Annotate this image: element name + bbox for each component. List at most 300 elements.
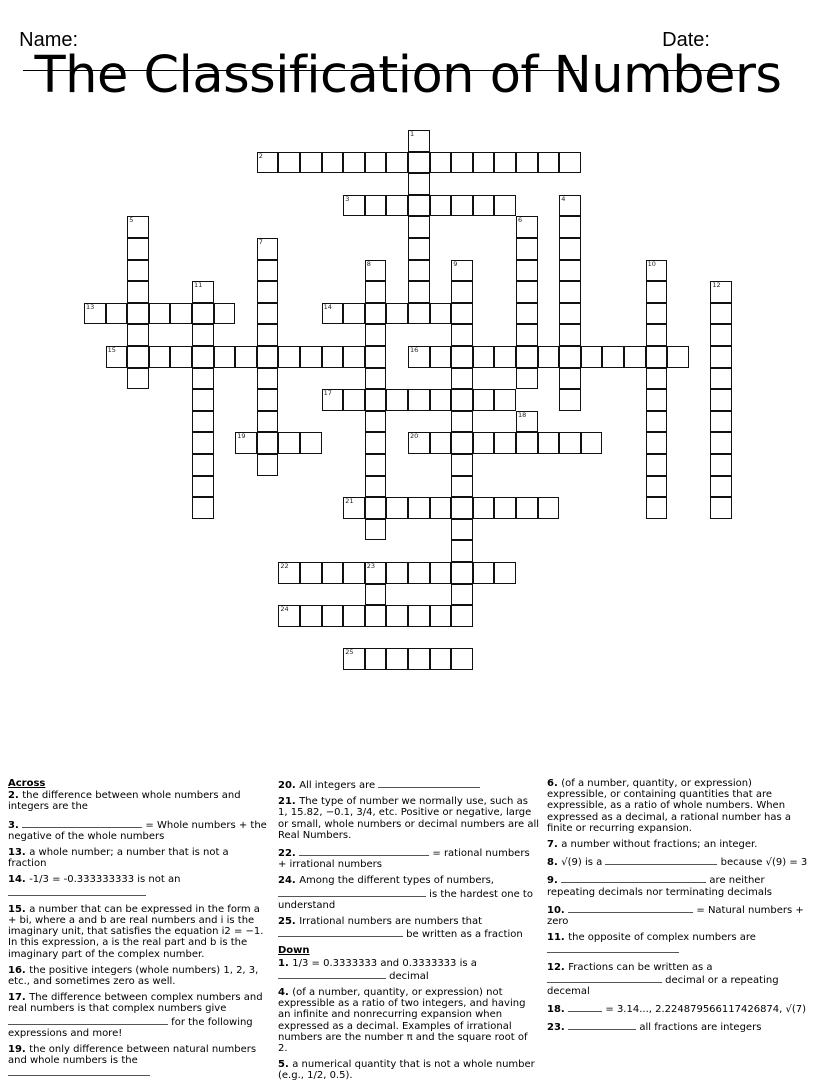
grid-cell[interactable] [257,281,279,303]
clue-number: 21 [345,497,354,506]
grid-cell[interactable] [278,346,300,368]
across-clue-list-continued [278,778,540,940]
grid-cell[interactable] [192,368,214,390]
grid-cell[interactable] [516,260,538,282]
grid-cell[interactable] [430,562,452,584]
grid-cell[interactable] [365,497,387,519]
grid-cell[interactable] [408,260,430,282]
answer-blank [547,943,679,953]
clue-num: 17. [8,992,30,1004]
grid-cell[interactable] [192,346,214,368]
grid-cell[interactable] [451,260,473,282]
grid-cell[interactable] [646,368,668,390]
grid-cell[interactable] [538,497,560,519]
grid-cell[interactable] [192,303,214,325]
grid-cell[interactable] [559,432,581,454]
grid-cell[interactable] [257,346,279,368]
clue-number: 13 [86,302,95,311]
grid-cell[interactable] [494,195,516,217]
grid-cell[interactable] [451,648,473,670]
grid-cell[interactable] [365,195,387,217]
grid-cell[interactable] [322,303,344,325]
grid-cell[interactable] [365,346,387,368]
clue-item: 5. a numerical quantity that is not a whole number (e.g., 1/2, 0.5). [278,1059,535,1082]
grid-cell[interactable] [602,346,624,368]
grid-cell[interactable] [516,238,538,260]
clue-number: 5 [129,216,134,225]
grid-cell[interactable] [408,497,430,519]
clue-number: 11 [194,281,203,290]
grid-cell[interactable] [278,605,300,627]
grid-cell[interactable] [559,216,581,238]
grid-cell[interactable] [365,411,387,433]
grid-cell[interactable] [516,497,538,519]
clue-item: 23. all fractions are integers [547,1022,762,1034]
grid-cell[interactable] [473,152,495,174]
grid-cell[interactable] [322,605,344,627]
grid-cell[interactable] [451,281,473,303]
grid-cell[interactable] [343,389,365,411]
grid-cell[interactable] [538,152,560,174]
grid-cell[interactable] [106,303,128,325]
grid-cell[interactable] [667,346,689,368]
clue-number: 3 [345,194,350,203]
grid-cell[interactable] [300,605,322,627]
grid-cell[interactable] [710,389,732,411]
grid-cell[interactable] [408,238,430,260]
grid-cell[interactable] [646,389,668,411]
grid-cell[interactable] [257,152,279,174]
grid-cell[interactable] [473,497,495,519]
clue-item: 1. 1/3 = 0.3333333 and 0.3333333 is a decimal [278,957,477,982]
answer-blank [278,969,386,979]
grid-cell[interactable] [322,562,344,584]
clue-num: 18. [547,1004,569,1016]
clue-num: 19. [8,1044,30,1056]
grid-cell[interactable] [451,303,473,325]
grid-cell[interactable] [710,324,732,346]
grid-cell[interactable] [149,346,171,368]
grid-cell[interactable] [365,303,387,325]
grid-cell[interactable] [408,432,430,454]
grid-cell[interactable] [343,346,365,368]
grid-cell[interactable] [235,432,257,454]
grid-cell[interactable] [451,152,473,174]
grid-cell[interactable] [559,195,581,217]
grid-cell[interactable] [646,324,668,346]
grid-cell[interactable] [408,216,430,238]
answer-blank [8,1066,150,1076]
grid-cell[interactable] [257,260,279,282]
grid-cell[interactable] [451,432,473,454]
clue-num: 3. [8,819,23,831]
answer-blank [278,927,403,937]
clue-number: 18 [518,410,527,419]
grid-cell[interactable] [408,303,430,325]
grid-cell[interactable] [710,454,732,476]
grid-cell[interactable] [300,346,322,368]
grid-cell[interactable] [451,195,473,217]
grid-cell[interactable] [84,303,106,325]
grid-cell[interactable] [386,497,408,519]
clue-number: 8 [366,259,371,268]
grid-cell[interactable] [257,303,279,325]
clue-item: 2. the difference between whole numbers and integers are the [8,790,241,813]
grid-cell[interactable] [386,562,408,584]
clue-num: 23. [547,1022,569,1034]
grid-cell[interactable] [408,648,430,670]
grid-cell[interactable] [494,497,516,519]
grid-cell[interactable] [473,562,495,584]
clues-column-3 [547,778,809,1039]
grid-cell[interactable] [278,432,300,454]
clue-num: 15. [8,903,30,915]
grid-cell[interactable] [710,346,732,368]
grid-cell[interactable] [430,432,452,454]
grid-cell[interactable] [365,584,387,606]
clue-number: 25 [345,648,354,657]
grid-cell[interactable] [365,368,387,390]
grid-cell[interactable] [538,346,560,368]
grid-cell[interactable] [257,454,279,476]
grid-cell[interactable] [494,346,516,368]
grid-cell[interactable] [473,195,495,217]
clue-number: 19 [237,432,246,441]
grid-cell[interactable] [710,368,732,390]
grid-cell[interactable] [192,411,214,433]
grid-cell[interactable] [516,411,538,433]
grid-cell[interactable] [494,432,516,454]
grid-cell[interactable] [646,346,668,368]
grid-cell[interactable] [710,497,732,519]
grid-cell[interactable] [214,303,236,325]
grid-cell[interactable] [257,432,279,454]
grid-cell[interactable] [127,238,149,260]
grid-cell[interactable] [365,454,387,476]
grid-cell[interactable] [451,324,473,346]
grid-cell[interactable] [365,324,387,346]
grid-cell[interactable] [646,260,668,282]
grid-cell[interactable] [516,216,538,238]
clue-num: 21. [278,796,300,808]
clue-number: 2 [258,151,263,160]
grid-cell[interactable] [127,281,149,303]
grid-cell[interactable] [451,584,473,606]
grid-cell[interactable] [451,476,473,498]
grid-cell[interactable] [365,519,387,541]
clue-num: 9. [547,875,562,887]
grid-cell[interactable] [646,411,668,433]
grid-cell[interactable] [516,281,538,303]
grid-cell[interactable] [300,152,322,174]
answer-blank [378,778,480,788]
across-heading: Across [8,778,46,789]
clue-number: 10 [647,259,656,268]
clue-num: 6. [547,778,562,789]
grid-cell[interactable] [170,303,192,325]
grid-cell[interactable] [473,346,495,368]
grid-cell[interactable] [494,389,516,411]
grid-cell[interactable] [408,281,430,303]
grid-cell[interactable] [646,281,668,303]
grid-cell[interactable] [710,476,732,498]
grid-cell[interactable] [343,648,365,670]
grid-cell[interactable] [365,432,387,454]
clue-num: 4. [278,987,293,999]
grid-cell[interactable] [170,346,192,368]
clue-number: 23 [366,562,376,570]
clue-num: 5. [278,1059,293,1071]
clue-num: 16. [8,964,30,976]
clue-num: 8. [547,857,562,869]
grid-cell[interactable] [559,281,581,303]
clue-number: 9 [453,259,458,268]
grid-cell[interactable] [192,389,214,411]
name-label: Name: [19,29,79,51]
clue-number: 20 [410,432,419,441]
grid-cell[interactable] [386,605,408,627]
grid-cell[interactable] [127,346,149,368]
grid-cell[interactable] [430,303,452,325]
clue-number: 12 [712,281,721,290]
clue-item: 12. Fractions can be written as a decimal or a repeating decemal [547,961,779,998]
answer-blank [561,873,706,883]
grid-cell[interactable] [343,195,365,217]
grid-cell[interactable] [559,389,581,411]
answer-blank [22,818,142,828]
grid-cell[interactable] [408,605,430,627]
clue-item: 20. All integers are [278,778,540,791]
grid-cell[interactable] [494,562,516,584]
answer-blank [568,1020,636,1030]
grid-cell[interactable] [430,389,452,411]
clue-item: 18. = 3.14..., 2.224879566117426874, √(7) [547,1004,807,1016]
clue-number: 1 [410,130,415,138]
grid-cell[interactable] [473,432,495,454]
clues-column-1 [8,778,270,1085]
down-clue-list-continued [547,778,809,1034]
answer-blank [8,1015,168,1025]
grid-cell[interactable] [451,346,473,368]
grid-cell[interactable] [365,389,387,411]
grid-cell[interactable] [646,497,668,519]
grid-cell[interactable] [710,303,732,325]
clue-number: 16 [410,346,419,354]
grid-cell[interactable] [192,432,214,454]
grid-cell[interactable] [127,216,149,238]
answer-blank [278,887,426,897]
answer-blank [8,886,146,896]
grid-cell[interactable] [408,152,430,174]
grid-cell[interactable] [408,562,430,584]
grid-cell[interactable] [710,411,732,433]
grid-cell[interactable] [559,303,581,325]
grid-cell[interactable] [257,389,279,411]
grid-cell[interactable] [581,432,603,454]
grid-cell[interactable] [257,368,279,390]
grid-cell[interactable] [386,648,408,670]
clue-item: 9. are neither repeating decimals nor terminating decimals [547,875,772,898]
grid-cell[interactable] [559,152,581,174]
down-heading: Down [278,945,310,957]
clue-item: 13. a whole number; a number that is not a fraction [8,847,229,870]
grid-cell[interactable] [386,152,408,174]
grid-cell[interactable] [451,411,473,433]
grid-cell[interactable] [451,389,473,411]
grid-cell[interactable] [538,432,560,454]
grid-cell[interactable] [192,324,214,346]
grid-cell[interactable] [235,346,257,368]
clue-number: 15 [107,346,116,354]
grid-cell[interactable] [408,346,430,368]
grid-cell[interactable] [494,152,516,174]
grid-cell[interactable] [473,389,495,411]
grid-cell[interactable] [386,195,408,217]
grid-cell[interactable] [127,303,149,325]
grid-cell[interactable] [257,324,279,346]
clue-item: 11. the opposite of complex numbers are [547,932,809,956]
grid-cell[interactable] [624,346,646,368]
grid-cell[interactable] [559,324,581,346]
grid-cell[interactable] [149,303,171,325]
grid-cell[interactable] [516,152,538,174]
grid-cell[interactable] [192,476,214,498]
clue-item: 22. = rational numbers + irrational numbers [278,848,530,871]
clue-number: 22 [280,562,289,570]
clue-number: 14 [323,302,332,311]
clue-num: 10. [547,904,569,916]
grid-cell[interactable] [365,562,387,584]
grid-cell[interactable] [430,346,452,368]
grid-cell[interactable] [581,346,603,368]
grid-cell[interactable] [516,346,538,368]
grid-cell[interactable] [430,152,452,174]
answer-blank [568,903,693,913]
grid-cell[interactable] [430,195,452,217]
clue-item: 10. = Natural numbers + zero [547,904,804,928]
clue-num: 12. [547,961,569,973]
grid-cell[interactable] [386,303,408,325]
clue-number: 6 [518,216,523,225]
grid-cell[interactable] [322,389,344,411]
answer-blank [568,1002,602,1012]
grid-cell[interactable] [646,303,668,325]
clue-num: 13. [8,847,30,859]
grid-cell[interactable] [451,454,473,476]
grid-cell[interactable] [646,454,668,476]
clue-num: 14. [8,874,30,886]
clue-item: 7. a number without fractions; an integer. [547,839,758,851]
grid-cell[interactable] [408,173,430,195]
clue-item: 25. Irrational numbers are numbers that be written as a fraction [278,916,523,941]
grid-cell[interactable] [300,562,322,584]
grid-cell[interactable] [127,324,149,346]
grid-cell[interactable] [192,497,214,519]
clue-item: 17. The difference between complex numbers and real numbers is that complex numbers give for the following expressions and more! [8,992,263,1039]
grid-cell[interactable] [278,152,300,174]
grid-cell[interactable] [127,260,149,282]
clue-item: 19. the only difference between natural numbers and whole numbers is the [8,1044,270,1080]
grid-cell[interactable] [322,346,344,368]
grid-cell[interactable] [430,605,452,627]
grid-cell[interactable] [365,152,387,174]
grid-cell[interactable] [451,562,473,584]
clue-item: 6. (of a number, quantity, or expression) expressible, or containing quantities that are expressible, as a ratio of whole numbers. When expressed as a decimal, a rational number has a finite or recurring expansion. [547,778,791,834]
grid-cell[interactable] [343,562,365,584]
grid-cell[interactable] [516,368,538,390]
grid-cell[interactable] [257,238,279,260]
answer-blank [299,846,429,856]
grid-cell[interactable] [343,605,365,627]
grid-cell[interactable] [408,195,430,217]
grid-cell[interactable] [516,324,538,346]
grid-cell[interactable] [451,497,473,519]
grid-cell[interactable] [192,454,214,476]
clue-num: 22. [278,848,300,860]
grid-cell[interactable] [257,411,279,433]
grid-cell[interactable] [646,432,668,454]
grid-cell[interactable] [451,368,473,390]
grid-cell[interactable] [451,540,473,562]
clue-item: 15. a number that can be expressed in the form a + bi, where a and b are real numbers and i is the imaginary unit, that satisfies the equation i2 = −1. In this expression, a is the real part and b is the imaginary part of the complex number. [8,903,264,960]
grid-cell[interactable] [343,152,365,174]
grid-cell[interactable] [408,389,430,411]
clue-num: 1. [278,957,293,969]
clue-num: 24. [278,875,300,887]
grid-cell[interactable] [430,648,452,670]
clue-item: 14. -1/3 = -0.333333333 is not an [8,874,270,898]
clue-num: 7. [547,839,562,851]
grid-cell[interactable] [278,562,300,584]
grid-cell[interactable] [710,281,732,303]
clue-item: 16. the positive integers (whole numbers) 1, 2, 3, etc., and sometimes zero as well. [8,964,259,988]
grid-cell[interactable] [516,432,538,454]
clue-item: 3. = Whole numbers + the negative of the whole numbers [8,819,267,842]
grid-cell[interactable] [106,346,128,368]
grid-cell[interactable] [559,260,581,282]
grid-cell[interactable] [343,303,365,325]
grid-cell[interactable] [300,432,322,454]
clue-number: 17 [323,389,332,398]
grid-cell[interactable] [516,303,538,325]
grid-cell[interactable] [214,346,236,368]
grid-cell[interactable] [386,389,408,411]
grid-cell[interactable] [646,476,668,498]
grid-cell[interactable] [559,238,581,260]
grid-cell[interactable] [365,260,387,282]
grid-cell[interactable] [430,497,452,519]
grid-cell[interactable] [192,281,214,303]
grid-cell[interactable] [365,605,387,627]
grid-cell[interactable] [408,130,430,152]
clue-item: 8. √(9) is a because √(9) = 3 [547,857,808,869]
grid-cell[interactable] [343,497,365,519]
grid-cell[interactable] [322,152,344,174]
grid-cell[interactable] [710,432,732,454]
date-label: Date: [662,29,710,51]
clue-number: 7 [258,238,263,246]
grid-cell[interactable] [365,648,387,670]
grid-cell[interactable] [365,281,387,303]
grid-cell[interactable] [365,476,387,498]
grid-cell[interactable] [127,368,149,390]
grid-cell[interactable] [451,519,473,541]
grid-cell[interactable] [559,368,581,390]
clue-item: 4. (of a number, quantity, or expression) not expressible as a ratio of two integers, and having an infinite and nonrecurring expansion when expressed as a decimal. Examples of irrational numbers are the number π and the square root of 2. [278,987,528,1055]
grid-cell[interactable] [559,346,581,368]
down-clue-list [278,958,540,1082]
grid-cell[interactable] [451,605,473,627]
